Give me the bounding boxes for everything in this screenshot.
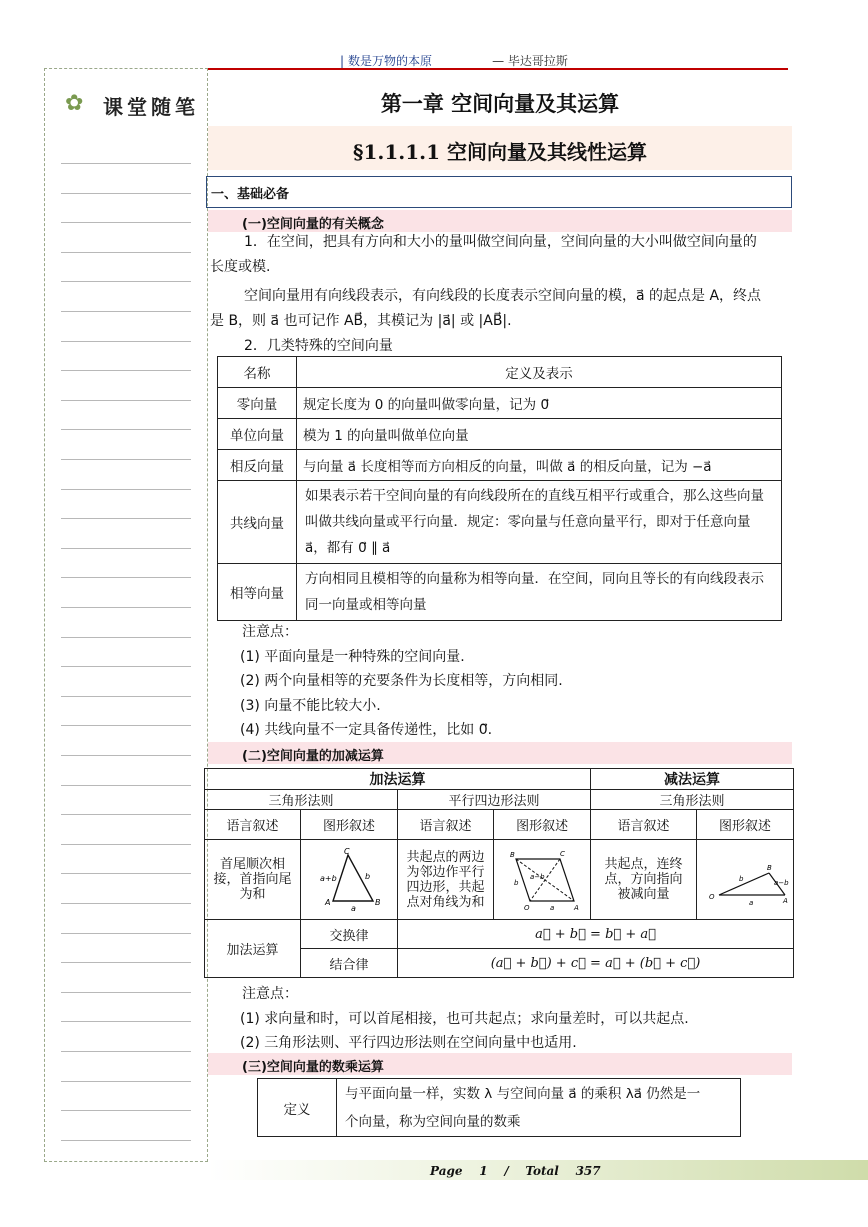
table-header-row [218,357,782,388]
fig1-label-a-vec: a [351,903,356,913]
fig2-label-o: O [524,903,530,912]
col-fig: 图形叙述 [494,810,591,840]
law-commutative-formula: a⃗ + b⃗ = b⃗ + a⃗ [398,920,794,949]
desc-parallelogram: 共起点的两边为邻边作平行四边形，共起点对角线为和 [398,840,494,920]
basics-heading: 一、基础必备 [211,187,290,202]
sidebar-ruled-line [61,1051,191,1052]
fig2-label-c: C [560,849,565,858]
fig1-label-ab: a+b [320,873,337,883]
sidebar-ruled-line [61,489,191,490]
chapter-title: 第一章 空间向量及其运算 [380,92,620,116]
row-name: 零向量 [218,388,297,419]
subheading-3: (三)空间向量的数乘运算 [242,1060,384,1075]
fig2-label-amb: a−b [530,872,545,881]
rule-triangle-sub: 三角形法则 [591,790,794,810]
note-item: (2) 三角形法则、平行四边形法则在空间向量中也适用. [240,1035,577,1051]
law-associative: 结合律 [301,949,398,978]
sub-header: 减法运算 [591,769,794,790]
col-header-def: 定义及表示 [297,357,782,388]
sidebar-ruled-line [61,903,191,904]
footer-total-label: Total [525,1164,559,1178]
sidebar-ruled-line [61,252,191,253]
sidebar-title: 课堂随笔 [103,95,199,119]
sidebar-ruled-line [61,222,191,223]
p1-line2: 长度或模. [210,259,271,275]
subheading-1: (一)空间向量的有关概念 [242,217,384,232]
row-name: 相等向量 [218,564,297,621]
fig3-label-a: A [783,896,788,905]
sidebar-ruled-line [61,341,191,342]
parallelogram-figure-svg [496,843,588,913]
add-header: 加法运算 [205,769,591,790]
note-item: (1) 平面向量是一种特殊的空间向量. [240,648,465,665]
footer-page-label: Page [430,1164,463,1178]
figure-subtraction [697,840,794,920]
section-title: §1.1.1.1 空间向量及其线性运算 [353,140,647,164]
figure-parallelogram [494,840,591,920]
subheading-bar-3 [208,1053,792,1075]
sidebar-ruled-line [61,607,191,608]
col-lang: 语言叙述 [205,810,301,840]
triangle-figure-svg [303,843,395,913]
sidebar-ruled-line [61,370,191,371]
desc-subtraction: 共起点，连终点，方向指向被减向量 [591,840,697,920]
col-fig: 图形叙述 [301,810,398,840]
col-lang: 语言叙述 [398,810,494,840]
table-row [218,450,782,481]
row-name: 相反向量 [218,450,297,481]
row-name: 单位向量 [218,419,297,450]
sidebar-ruled-line [61,666,191,667]
sidebar-ruled-line [61,548,191,549]
star-icon: ✿ [65,91,84,116]
header-quote: | 数是万物的本原 — 毕达哥拉斯 [340,54,568,68]
row-def: 模为 1 的向量叫做单位向量 [297,419,782,450]
sidebar-ruled-line [61,725,191,726]
sidebar-ruled-line [61,844,191,845]
add-sub-table [204,768,794,978]
sidebar-ruled-line [61,696,191,697]
row-def: 规定长度为 0 的向量叫做零向量，记为 0⃗ [297,388,782,419]
subheading-bar-2 [208,742,792,764]
note-item: (3) 向量不能比较大小. [240,697,381,714]
note-item: (4) 共线向量不一定具备传递性，比如 0⃗. [240,722,493,738]
fig3-label-amb: a−b [774,878,789,887]
row-name: 共线向量 [218,481,297,564]
footer-slash: / [504,1164,509,1178]
p2-line1: 空间向量用有向线段表示，有向线段的长度表示空间向量的模，a⃗ 的起点是 A，终点 [244,288,762,304]
scalar-mult-table [257,1078,741,1137]
sidebar-ruled-line [61,400,191,401]
fig1-label-a: A [325,897,331,907]
sidebar-ruled-line [61,637,191,638]
paragraph-1 [210,230,794,359]
fig2-label-b-vec: b [514,878,519,887]
sidebar-ruled-line [61,992,191,993]
quote-author: — 毕达哥拉斯 [492,54,568,68]
sidebar-ruled-line [61,163,191,164]
subheading-bar-1 [208,210,792,232]
col-header-name: 名称 [218,357,297,388]
sidebar-ruled-line [61,518,191,519]
fig3-label-o: O [709,892,715,901]
def-text [337,1079,741,1137]
fig2-label-a: A [574,903,579,912]
sidebar-ruled-line [61,962,191,963]
note-item: (2) 两个向量相等的充要条件为长度相等，方向相同. [240,673,563,689]
page-footer [430,1164,601,1178]
col-fig: 图形叙述 [697,810,794,840]
row-def: 与向量 a⃗ 长度相等而方向相反的向量，叫做 a⃗ 的相反向量，记为 −a⃗ [297,450,782,481]
row-def: 方向相同且模相等的向量称为相等向量．在空间，同向且等长的有向线段表示同一向量或相等向量 [297,564,782,621]
sidebar-ruled-line [61,1110,191,1111]
p3: 2．几类特殊的空间向量 [244,338,393,354]
sidebar-ruled-line [61,311,191,312]
basics-heading-box [206,176,792,208]
rule-parallelogram: 平行四边形法则 [398,790,591,810]
sidebar-ruled-line [61,459,191,460]
figure-triangle [301,840,398,920]
subtraction-figure-svg [699,843,791,913]
notes-2-title: 注意点： [242,986,298,1002]
sidebar-ruled-line [61,1140,191,1141]
fig2-label-b: B [510,850,515,859]
col-lang: 语言叙述 [591,810,697,840]
sidebar-ruled-line [61,281,191,282]
subheading-2: (二)空间向量的加减运算 [242,749,384,764]
notes-1-title: 注意点： [242,624,298,640]
fig3-label-b: B [767,863,772,872]
fig1-label-c: C [344,846,350,856]
sidebar-ruled-line [61,577,191,578]
note-item: (1) 求向量和时，可以首尾相接，也可共起点；求向量差时，可以共起点. [240,1010,689,1027]
sidebar-ruled-line [61,193,191,194]
table-row [218,481,782,564]
rule-triangle: 三角形法则 [205,790,398,810]
quote-text: 数是万物的本原 [348,54,433,68]
fig1-label-b-vec: b [365,871,371,881]
notes-1 [242,620,782,743]
sidebar-ruled-line [61,1021,191,1022]
def-label: 定义 [258,1079,337,1137]
p2-line2: 是 B，则 a⃗ 也可记作 AB⃗，其模记为 |a⃗| 或 |AB⃗|. [210,313,512,329]
footer-total-number: 357 [575,1164,601,1178]
p1-line1: 1．在空间，把具有方向和大小的量叫做空间向量，空间向量的大小叫做空间向量的 [244,234,757,250]
fig3-label-a-vec: a [749,898,754,907]
def-line2: 个向量，称为空间向量的数乘 [345,1113,521,1130]
table-row [218,564,782,621]
fig2-label-a-vec: a [550,903,555,912]
notes-sidebar [44,68,208,1162]
sidebar-ruled-line [61,429,191,430]
sidebar-ruled-line [61,814,191,815]
fig3-label-b-vec: b [739,874,744,883]
sidebar-ruled-line [61,1081,191,1082]
law-associative-formula: (a⃗ + b⃗) + c⃗ = a⃗ + (b⃗ + c⃗) [398,949,794,978]
ops-label: 加法运算 [205,920,301,978]
table-row [218,419,782,450]
desc-triangle: 首尾顺次相接，首指向尾为和 [205,840,301,920]
sidebar-ruled-line [61,933,191,934]
special-vectors-table [217,356,782,621]
sidebar-ruled-line [61,755,191,756]
sidebar-ruled-line [61,785,191,786]
footer-page-number: 1 [479,1164,488,1178]
notes-2 [242,982,792,1056]
fig1-label-b: B [375,897,381,907]
table-row [218,388,782,419]
law-commutative: 交换律 [301,920,398,949]
sidebar-ruled-line [61,873,191,874]
header-rule [208,68,788,70]
def-line1: 与平面向量一样，实数 λ 与空间向量 a⃗ 的乘积 λa⃗ 仍然是一 [345,1085,701,1102]
row-def: 如果表示若干空间向量的有向线段所在的直线互相平行或重合，那么这些向量叫做共线向量或平行向量．规定：零向量与任意向量平行，即对于任意向量 a⃗，都有 0⃗ ∥ a⃗ [297,481,782,564]
